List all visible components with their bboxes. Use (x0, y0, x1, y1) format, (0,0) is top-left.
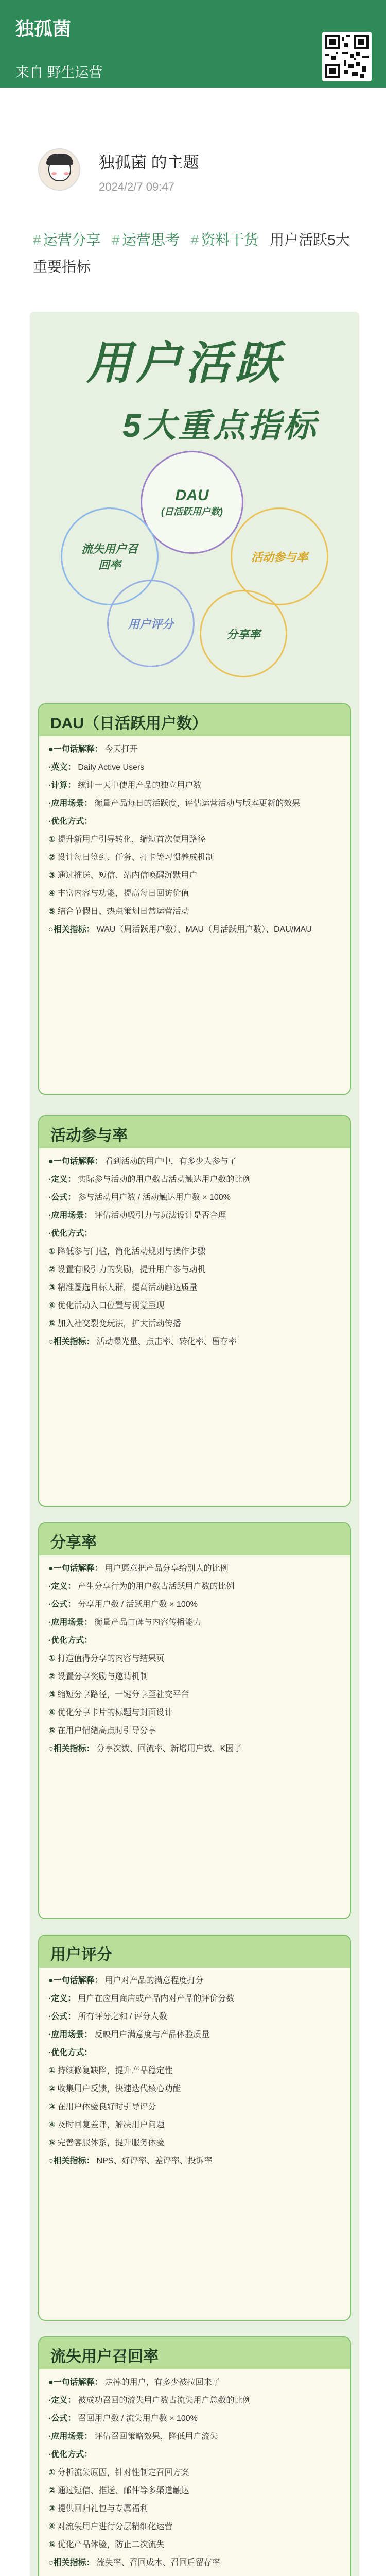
avatar[interactable] (38, 148, 80, 191)
metric-row-text: 对流失用户进行分层精细化运营 (57, 2522, 173, 2531)
metric-row-text: 参与活动用户数 / 活动触达用户数 × 100% (78, 1193, 231, 1202)
metric-row-text: 用户愿意把产品分享给别人的比例 (104, 1564, 229, 1573)
metric-row (48, 2118, 341, 2132)
metric-row-text: 提升新用户引导转化，缩短首次使用路径 (57, 835, 206, 844)
metric-row-text: 设计每日签到、任务、打卡等习惯养成机制 (57, 853, 214, 862)
metric-row (48, 1974, 341, 1988)
metric-row-label: ·公式： (48, 1600, 76, 1609)
metric-row-label: ④ (48, 889, 56, 898)
metric-card-body (39, 1555, 350, 1769)
metric-row-text: 结合节假日、热点策划日常运营活动 (57, 907, 189, 916)
metric-row-text: 分析流失原因，针对性制定召回方案 (57, 2468, 189, 2477)
metric-row-text: 加入社交裂变玩法，扩大活动传播 (57, 1319, 181, 1328)
metric-row (48, 2520, 341, 2534)
metric-row-label: ·优化方式： (48, 817, 93, 826)
metric-row (48, 2376, 341, 2389)
metric-row (48, 2412, 341, 2426)
metric-row-label: ③ (48, 2103, 56, 2111)
metric-row-text: 被成功召回的流失用户数占流失用户总数的比例 (78, 2396, 251, 2405)
metric-row-text: WAU（周活跃用户数）、MAU（月活跃用户数）、DAU/MAU (96, 925, 312, 934)
metric-row-label: ○相关指标： (48, 2558, 95, 2567)
metric-row-label: ② (48, 2084, 56, 2093)
metric-row-label: ·应用场景： (48, 2030, 93, 2039)
circle-dau-cn: (日活跃用户数) (161, 506, 223, 517)
metric-row-label: ●一句话解释： (48, 1157, 103, 1166)
metric-row-text: 降低参与门槛，简化活动规则与操作步骤 (57, 1247, 206, 1256)
metric-card-body (39, 1968, 350, 2181)
metric-card-title: 活动参与率 (39, 1116, 350, 1148)
metric-row (48, 742, 341, 756)
metric-row-label: ·定义： (48, 1175, 76, 1184)
metric-row-label: ·优化方式： (48, 1229, 93, 1238)
metric-row-text: NPS、好评率、差评率、投诉率 (96, 2157, 213, 2165)
qr-code-icon (325, 35, 369, 78)
metric-row (48, 2556, 341, 2570)
poster-subtitle: 5大重点指标 (122, 407, 318, 444)
author-name[interactable]: 独孤菌 的主题 (99, 154, 199, 172)
metric-row-text: 优化活动入口位置与视觉呈现 (57, 1301, 165, 1310)
metric-row (48, 2484, 341, 2498)
metric-row (48, 1281, 341, 1295)
metric-row-label: ⑤ (48, 907, 56, 916)
metric-row-text: 反映用户满意度与产品体验质量 (94, 2030, 210, 2039)
topic-header (0, 0, 386, 88)
metric-row-label: ④ (48, 1708, 56, 1717)
metric-row-text: 用户在应用商店或产品内对产品的评价分数 (78, 1994, 235, 2003)
metric-row (48, 2100, 341, 2114)
metric-row-text: 在用户体验良好时引导评分 (57, 2103, 156, 2111)
metric-row (48, 1724, 341, 1738)
metric-row-label: ④ (48, 2121, 56, 2129)
metric-row-label: ●一句话解释： (48, 1976, 103, 1985)
metric-row-text: 完善客服体系，提升服务体验 (57, 2139, 165, 2147)
metric-row (48, 1992, 341, 2006)
metric-row-label: ① (48, 835, 56, 844)
metric-row (48, 2010, 341, 2024)
circle-share (200, 590, 287, 677)
poster-title: 用户活跃 (86, 337, 285, 388)
metric-row (48, 833, 341, 846)
metric-row-label: ⑤ (48, 2540, 56, 2549)
metric-row (48, 851, 341, 865)
tag-item[interactable]: # 运营思考 (112, 232, 180, 248)
metric-row-label: ·优化方式： (48, 2450, 93, 2459)
metric-row-text: 走掉的用户，有多少被拉回来了 (104, 2378, 220, 2387)
metric-row (48, 1227, 341, 1241)
metric-row-text: 用户对产品的满意程度打分 (104, 1976, 204, 1985)
metric-row-text: 评估召回策略效果，降低用户流失 (94, 2432, 218, 2441)
metric-row-text: 通过短信、推送、邮件等多渠道触达 (57, 2486, 189, 2495)
metric-row-text: 分享次数、回流率、新增用户数、K因子 (96, 1744, 242, 1753)
metric-row-label: ·公式： (48, 2414, 76, 2423)
metric-row-label: ① (48, 1247, 56, 1256)
metric-row-label: ·定义： (48, 1582, 76, 1591)
metric-row-text: 活动曝光量、点击率、转化率、留存率 (96, 1337, 237, 1346)
metric-row-text: 设置有吸引力的奖励，提升用户参与动机 (57, 1265, 206, 1274)
circle-activity-label: 活动参与率 (251, 550, 308, 564)
metric-row-label: ○相关指标： (48, 1337, 95, 1346)
metric-row-text: 统计一天中使用产品的独立用户数 (78, 781, 202, 790)
metric-row-text: 今天打开 (104, 745, 138, 754)
metric-row (48, 2502, 341, 2516)
metric-row (48, 1155, 341, 1168)
metric-card (38, 2336, 351, 2576)
metric-row-label: ② (48, 853, 56, 862)
metric-row (48, 1670, 341, 1684)
tag-item[interactable]: # 资料干货 (191, 232, 259, 248)
metric-row-label: ·公式： (48, 2012, 76, 2021)
metric-card-body (39, 736, 350, 950)
metric-row-label: ② (48, 1265, 56, 1274)
metric-row (48, 2394, 341, 2408)
circle-dau-en: DAU (175, 487, 209, 504)
metric-row-text: 通过推送、短信、站内信唤醒沉默用户 (57, 871, 198, 880)
metric-row (48, 2136, 341, 2150)
metric-row-label: ○相关指标： (48, 1744, 95, 1753)
metric-row (48, 1688, 341, 1702)
poster-head (30, 312, 359, 698)
metric-row-label: ·应用场景： (48, 1211, 93, 1220)
metric-row-text: 设置分享奖励与邀请机制 (57, 1672, 148, 1681)
author-line (0, 148, 386, 221)
metric-row (48, 2538, 341, 2552)
metric-row-text: 持续修复缺陷，提升产品稳定性 (57, 2066, 173, 2075)
metric-row-label: ⑤ (48, 1319, 56, 1328)
metric-row-label: ○相关指标： (48, 2157, 95, 2165)
metric-row-label: ④ (48, 2522, 56, 2531)
metric-row-label: ⑤ (48, 1726, 56, 1735)
metric-row-label: ⑤ (48, 2139, 56, 2147)
metric-row (48, 1562, 341, 1575)
metric-row-label: ③ (48, 871, 56, 880)
metric-row (48, 1245, 341, 1259)
metric-row-label: ① (48, 2066, 56, 2075)
metric-row-text: 召回用户数 / 流失用户数 × 100% (78, 2414, 198, 2423)
metric-row-text: 所有评分之和 / 评分人数 (78, 2012, 167, 2021)
post-date: 2024/2/7 09:47 (99, 180, 174, 193)
metric-row-text: 优化分享卡片的标题与封面设计 (57, 1708, 173, 1717)
metric-card-body (39, 1148, 350, 1362)
metric-row-label: ② (48, 1672, 56, 1681)
metric-row-label: ·公式： (48, 1193, 76, 1202)
post-text: 用户活跃5大重要指标 (33, 232, 350, 275)
metric-row-label: ●一句话解释： (48, 1564, 103, 1573)
metric-row (48, 923, 341, 937)
metric-row (48, 1616, 341, 1630)
metric-row (48, 1173, 341, 1187)
metric-row (48, 815, 341, 828)
header-title: 独孤菌 (15, 18, 72, 39)
circle-rating (107, 580, 195, 667)
metric-row-label: ·应用场景： (48, 2432, 93, 2441)
metric-row (48, 2448, 341, 2462)
metric-card (38, 1115, 351, 1507)
metric-row (48, 1580, 341, 1594)
infographic-image[interactable] (30, 312, 359, 2576)
metric-row-text: 在用户情绪高点时引导分享 (57, 1726, 156, 1735)
metric-row-text: 及时回复差评，解决用户问题 (57, 2121, 165, 2129)
metric-row (48, 1634, 341, 1648)
metric-row (48, 869, 341, 883)
metric-row (48, 1652, 341, 1666)
metric-row-label: ·英文： (48, 763, 76, 772)
circle-loss-label: 流失用户召回率 (81, 543, 138, 571)
metric-row-text: 评估活动吸引力与玩法设计是否合理 (94, 1211, 226, 1220)
metric-row-label: ·定义： (48, 1994, 76, 2003)
metric-card (38, 1935, 351, 2321)
metric-row-label: ③ (48, 2504, 56, 2513)
metric-row (48, 2154, 341, 2168)
metric-row-text: 提供回归礼包与专属福利 (57, 2504, 148, 2513)
tag-item[interactable]: # 运营分享 (33, 232, 101, 248)
metric-row (48, 905, 341, 919)
circle-dau (141, 451, 243, 554)
metric-row (48, 778, 341, 792)
metric-row (48, 1742, 341, 1756)
metric-row (48, 2430, 341, 2444)
metric-row-label: ·定义： (48, 2396, 76, 2405)
metric-row-label: ·优化方式： (48, 1636, 93, 1645)
metric-card-title: 分享率 (39, 1523, 350, 1555)
metric-row (48, 1209, 341, 1223)
metric-row-label: ●一句话解释： (48, 2378, 103, 2387)
metric-row-label: ① (48, 1654, 56, 1663)
metric-row-text: 衡量产品口碑与内容传播能力 (94, 1618, 202, 1627)
header-source[interactable]: 来自 野生运营 (15, 65, 103, 80)
metric-row (48, 1299, 341, 1313)
metric-row-label: ·应用场景： (48, 1618, 93, 1627)
metric-row-text: 实际参与活动的用户数占活动触达用户数的比例 (78, 1175, 251, 1184)
metric-row (48, 2046, 341, 2060)
metric-row-text: 产生分享行为的用户数占活跃用户数的比例 (78, 1582, 235, 1591)
metric-card-body (39, 2369, 350, 2576)
metric-row (48, 760, 341, 774)
metric-row (48, 1706, 341, 1720)
metric-card-title: 流失用户召回率 (39, 2337, 350, 2369)
metric-row-label: ○相关指标： (48, 925, 95, 934)
circle-share-label: 分享率 (226, 628, 260, 641)
metric-row-label: ② (48, 2486, 56, 2495)
metric-row-label: ·优化方式： (48, 2048, 93, 2057)
topic-tags (0, 227, 386, 280)
avatar-blush-icon (51, 172, 57, 175)
metric-row-text: Daily Active Users (78, 763, 145, 772)
metric-row (48, 1317, 341, 1331)
metric-row-text: 衡量产品每日的活跃度，评估运营活动与版本更新的效果 (94, 799, 301, 808)
metric-row-label: ④ (48, 1301, 56, 1310)
circle-rating-label: 用户评分 (128, 617, 173, 631)
metric-row (48, 1191, 341, 1205)
metric-row (48, 2466, 341, 2480)
metric-row-text: 流失率、召回成本、召回后留存率 (96, 2558, 220, 2567)
metric-row-text: 优化产品体验，防止二次流失 (57, 2540, 165, 2549)
metric-card (38, 703, 351, 1095)
metric-row-text: 打造值得分享的内容与结果页 (57, 1654, 165, 1663)
metric-row (48, 2028, 341, 2042)
metric-row-text: 分享用户数 / 活跃用户数 × 100% (78, 1600, 198, 1609)
metric-row-label: ① (48, 2468, 56, 2477)
metric-row (48, 2082, 341, 2096)
metric-row-label: ③ (48, 1283, 56, 1292)
metric-row-label: ·应用场景： (48, 799, 93, 808)
metric-row (48, 2064, 341, 2078)
metric-row (48, 1335, 341, 1349)
metric-row-text: 缩短分享路径，一键分享至社交平台 (57, 1690, 189, 1699)
metric-row (48, 1263, 341, 1277)
metric-row (48, 1598, 341, 1612)
metric-card-title: 用户评分 (39, 1936, 350, 1968)
metric-row-text: 收集用户反馈，快速迭代核心功能 (57, 2084, 181, 2093)
metric-card-title: DAU（日活跃用户数） (39, 704, 350, 736)
metric-row-label: ·计算： (48, 781, 76, 790)
metric-row-text: 丰富内容与功能，提高每日回访价值 (57, 889, 189, 898)
header-qr-code[interactable] (322, 32, 372, 81)
avatar-blush-icon (64, 172, 69, 175)
metric-row-label: ③ (48, 1690, 56, 1699)
metric-row (48, 796, 341, 810)
avatar-hair-icon (46, 154, 73, 165)
metric-card (38, 1522, 351, 1919)
metric-row-text: 精准圈选目标人群，提高活动触达质量 (57, 1283, 198, 1292)
metric-row-text: 看到活动的用户中，有多少人参与了 (104, 1157, 237, 1166)
metric-row-label: ●一句话解释： (48, 745, 103, 754)
metric-row (48, 887, 341, 901)
